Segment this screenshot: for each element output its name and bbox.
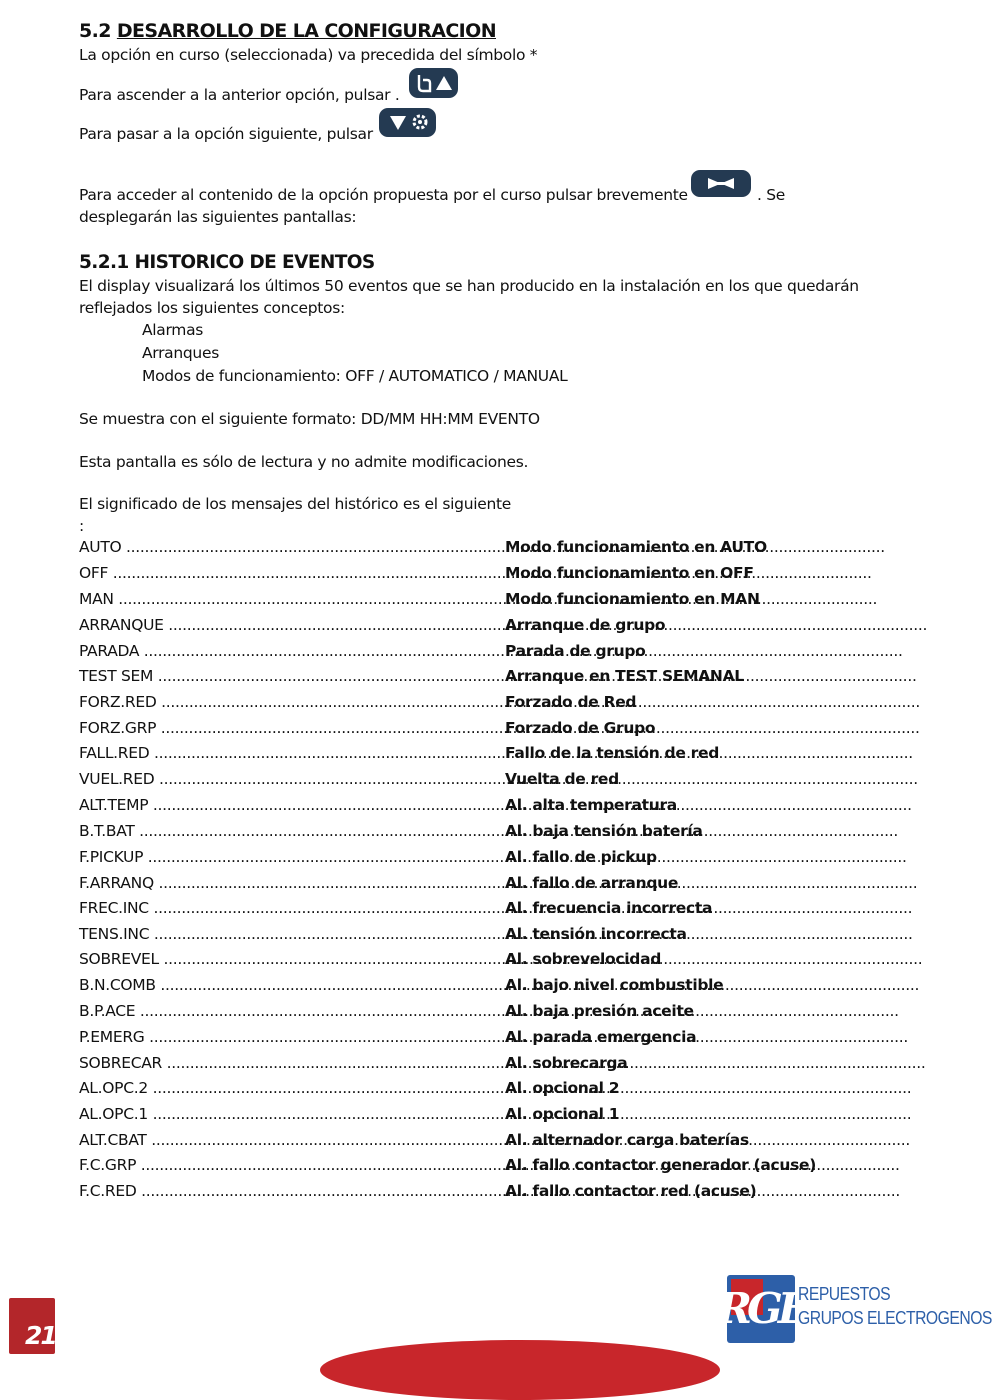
event-code: TEST SEM ..... [79,667,503,685]
enter-instruction-cont: desplegarán las siguientes pantallas: [79,208,357,226]
section-number: 5.2 [79,20,111,42]
event-description: Al. frecuencia incorrecta [505,899,713,917]
event-row [79,667,799,691]
company-logo-icon [717,1275,805,1343]
event-description: Al. alternador carga baterías [505,1131,749,1149]
event-code: F.C.GRP ..... [79,1156,503,1174]
event-code: SOBRECAR ..... [79,1054,503,1072]
event-row [79,770,799,794]
event-code: AL.OPC.2 ..... [79,1079,503,1097]
event-code: B.P.ACE ..... [79,1002,503,1020]
event-row [79,1156,817,1180]
event-row [79,1028,799,1052]
enter-instruction: Para acceder al contenido de la opción propuesta por el curso pulsar brevemente [79,186,688,204]
event-description: Al. tensión incorrecta [505,925,687,943]
event-row [79,874,799,898]
event-row [79,744,799,768]
concept-item: Arranques [142,344,219,362]
event-code: MAN ..... [79,590,503,608]
event-code: TENS.INC ..... [79,925,503,943]
event-row [79,1105,799,1129]
event-row [79,538,799,562]
event-row [79,719,799,743]
event-description: Vuelta de red [505,770,619,788]
event-description: Forzado de Grupo [505,719,656,737]
event-code: AUTO ..... [79,538,503,556]
event-description: Forzado de Red [505,693,637,711]
event-description: Al. fallo de arranque [505,874,679,892]
event-code: FORZ.RED ..... [79,693,503,711]
paragraph-line: El display visualizará los últimos 50 eventos que se han producido en la instalación en los que quedarán [79,277,859,295]
event-description: Al. sobrecarga [505,1054,628,1072]
event-description: Al. parada emergencia [505,1028,697,1046]
event-code: FREC.INC ..... [79,899,503,917]
event-row [79,899,799,923]
event-row [79,1182,799,1206]
event-description: Al. baja tensión batería [505,822,703,840]
logo-letters: RGE [717,1284,805,1333]
logo-line1: REPUESTOS [798,1283,891,1304]
meaning-intro: El significado de los mensajes del histórico es el siguiente [79,495,512,513]
event-code: PARADA ..... [79,642,503,660]
event-code: B.T.BAT ..... [79,822,503,840]
enter-instruction-end: . Se [757,186,786,204]
event-code: P.EMERG ..... [79,1028,503,1046]
event-code: ALT.TEMP ..... [79,796,503,814]
event-row [79,950,799,974]
event-description: Arranque en TEST SEMANAL [505,667,744,685]
paragraph-line: reflejados los siguientes conceptos: [79,299,345,317]
event-row [79,925,799,949]
event-row [79,1054,799,1078]
event-description: Al. alta temperatura [505,796,677,814]
event-code: B.N.COMB ..... [79,976,503,994]
event-code: SOBREVEL ..... [79,950,503,968]
event-description: Fallo de la tensión de red [505,744,720,762]
meaning-colon: : [79,517,84,535]
event-row [79,976,799,1000]
logo-line2: GRUPOS ELECTROGENOS [798,1307,992,1328]
event-code: VUEL.RED ..... [79,770,503,788]
event-code: ARRANQUE ..... [79,616,503,634]
event-row [79,642,799,666]
event-row [79,796,799,820]
event-code: F.C.RED ..... [79,1182,503,1200]
section-heading [79,20,496,42]
event-row [79,564,799,588]
down-arrow-key-icon [379,108,436,137]
event-row [79,848,799,872]
event-description: Al. opcional 1 [505,1105,620,1123]
event-row [79,1131,799,1155]
event-description: Al. fallo de pickup [505,848,657,866]
concept-item: Modos de funcionamiento: OFF / AUTOMATICO / MANUAL [142,367,568,385]
concept-item: Alarmas [142,321,204,339]
section-title: DESARROLLO DE LA CONFIGURACION [116,20,496,42]
event-description: Parada de grupo [505,642,646,660]
page-number: 21 [25,1321,56,1350]
decorative-red-arc [320,1340,720,1400]
event-description: Modo funcionamiento en MAN [505,590,760,608]
subsection-title: 5.2.1 HISTORICO DE EVENTOS [79,252,375,273]
event-row [79,822,799,846]
event-description: Al. fallo contactor generador (acuse) [505,1156,817,1174]
event-row [79,1002,799,1026]
event-description: Modo funcionamiento en OFF [505,564,754,582]
event-code: F.PICKUP ..... [79,848,503,866]
enter-key-icon [691,170,751,197]
readonly-note: Esta pantalla es sólo de lectura y no admite modificaciones. [79,453,529,471]
event-description: Al. fallo contactor red (acuse) [505,1182,757,1200]
event-description: Modo funcionamiento en AUTO [505,538,767,556]
event-code: AL.OPC.1 ..... [79,1105,503,1123]
event-description: Al. opcional 2 [505,1079,620,1097]
event-description: Al. sobrevelocidad [505,950,662,968]
event-code: F.ARRANQ ..... [79,874,503,892]
event-code: ALT.CBAT ..... [79,1131,503,1149]
event-row [79,616,799,640]
selected-note: La opción en curso (seleccionada) va precedida del símbolo * [79,46,538,64]
page-number-badge [9,1298,55,1354]
event-row [79,1079,799,1103]
event-row [79,693,799,717]
format-note: Se muestra con el siguiente formato: DD/MM HH:MM EVENTO [79,410,540,428]
event-code: FORZ.GRP ..... [79,719,503,737]
event-row [79,590,799,614]
event-description: Arranque de grupo [505,616,666,634]
up-instruction: Para ascender a la anterior opción, pulsar . [79,86,400,104]
event-code: OFF ..... [79,564,503,582]
event-code: FALL.RED ..... [79,744,503,762]
up-arrow-key-icon [409,68,458,98]
event-description: Al. baja presión aceite [505,1002,694,1020]
event-description: Al. bajo nivel combustible [505,976,724,994]
down-instruction: Para pasar a la opción siguiente, pulsar [79,125,373,143]
